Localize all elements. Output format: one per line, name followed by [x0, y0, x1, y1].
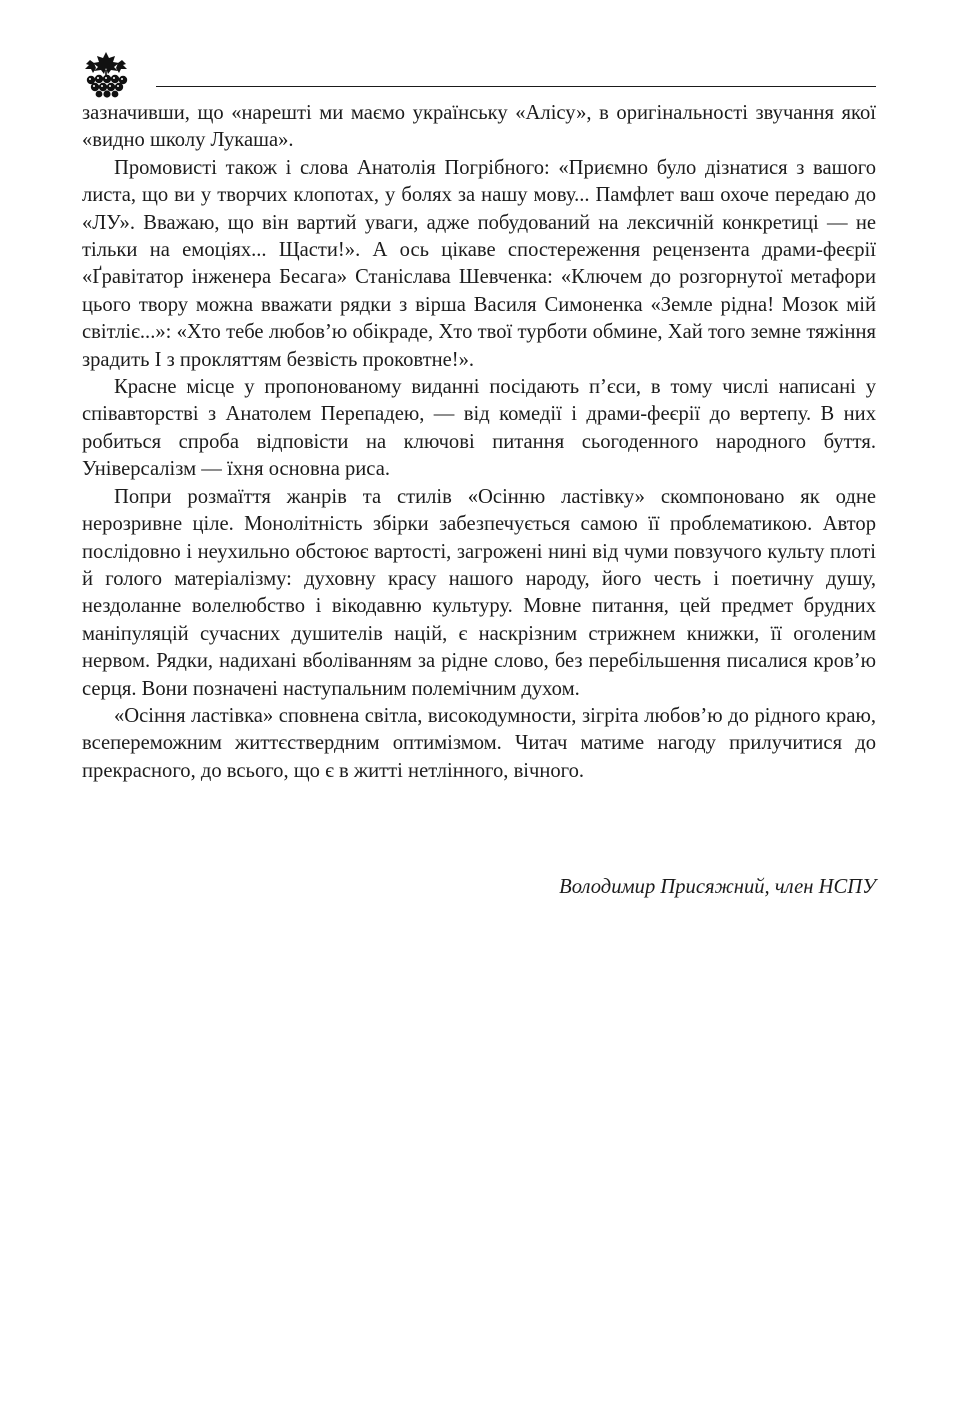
page-header [82, 48, 876, 100]
header-rule [156, 86, 876, 87]
paragraph: «Осіння ластівка» сповнена світла, високодумности, зігріта любов’ю до рідного краю, всепереможним життєствердним оптимізмом. Читач матиме нагоду прилучитися до прекрасного, до всього, що є в житті нетлінного, вічного. [82, 704, 876, 782]
viburnum-berries-icon [82, 48, 130, 98]
article-body [82, 100, 876, 785]
author-signature: Володимир Присяжний, член НСПУ [559, 876, 876, 898]
paragraph: Красне місце у пропонованому виданні посідають п’єси, в тому числі написані у співавторстві з Анатолем Перепадею, — від комедії і драми-феєрії до вертепу. В них робиться спроба відповісти на ключові питання сьогоденного народного буття. Універсалізм — їхня основна риса. [82, 376, 876, 481]
paragraph: Промовисті також і слова Анатолія Погрібного: «Приємно було дізнатися з вашого листа, що ви у творчих клопотах, у болях за нашу мову... Памфлет ваш охоче передаю до «ЛУ». Вважаю, що він вартий уваги, адже побудований на лексичній конкретиці — не тільки на емоціях... Щасти!». А ось цікаве спостереження рецензента драми-феєрії «Ґравітатор інженера Бесага» Станіслава Шевченка: «Ключем до розгорнутої метафори цього твору можна вважати рядки з вірша Василя Симоненка «Земле рідна! Мозок мій світліє...»: «Хто тебе любов’ю обікраде, Хто твої турботи обмине, Хай того земне тяжіння зрадить І з прокляттям безвість проковтне!». [82, 156, 876, 371]
paragraph: Попри розмаїття жанрів та стилів «Осінню ластівку» скомпоновано як одне нерозривне ціле. Монолітність збірки забезпечується самою її проблематикою. Автор послідовно і неухильно обстоює вартості, загрожені нині від чуми повзучого культу плоті й голого матеріалізму: духовну красу нашого народу, його честь і поетичну душу, нездоланне волелюбство і вікодавню культуру. Мовне питання, цей предмет брудних маніпуляцій сучасних душителів націй, є наскрізним стрижнем книжки, її оголеним нервом. Рядки, надихані вболіванням за рідне слово, без перебільшення писалися кров’ю серця. Вони позначені наступальним полемічним духом. [82, 485, 876, 700]
paragraph: зазначивши, що «нарешті ми маємо українську «Алісу», в оригінальності звучання якої «видно школу Лукаша». [82, 102, 876, 152]
